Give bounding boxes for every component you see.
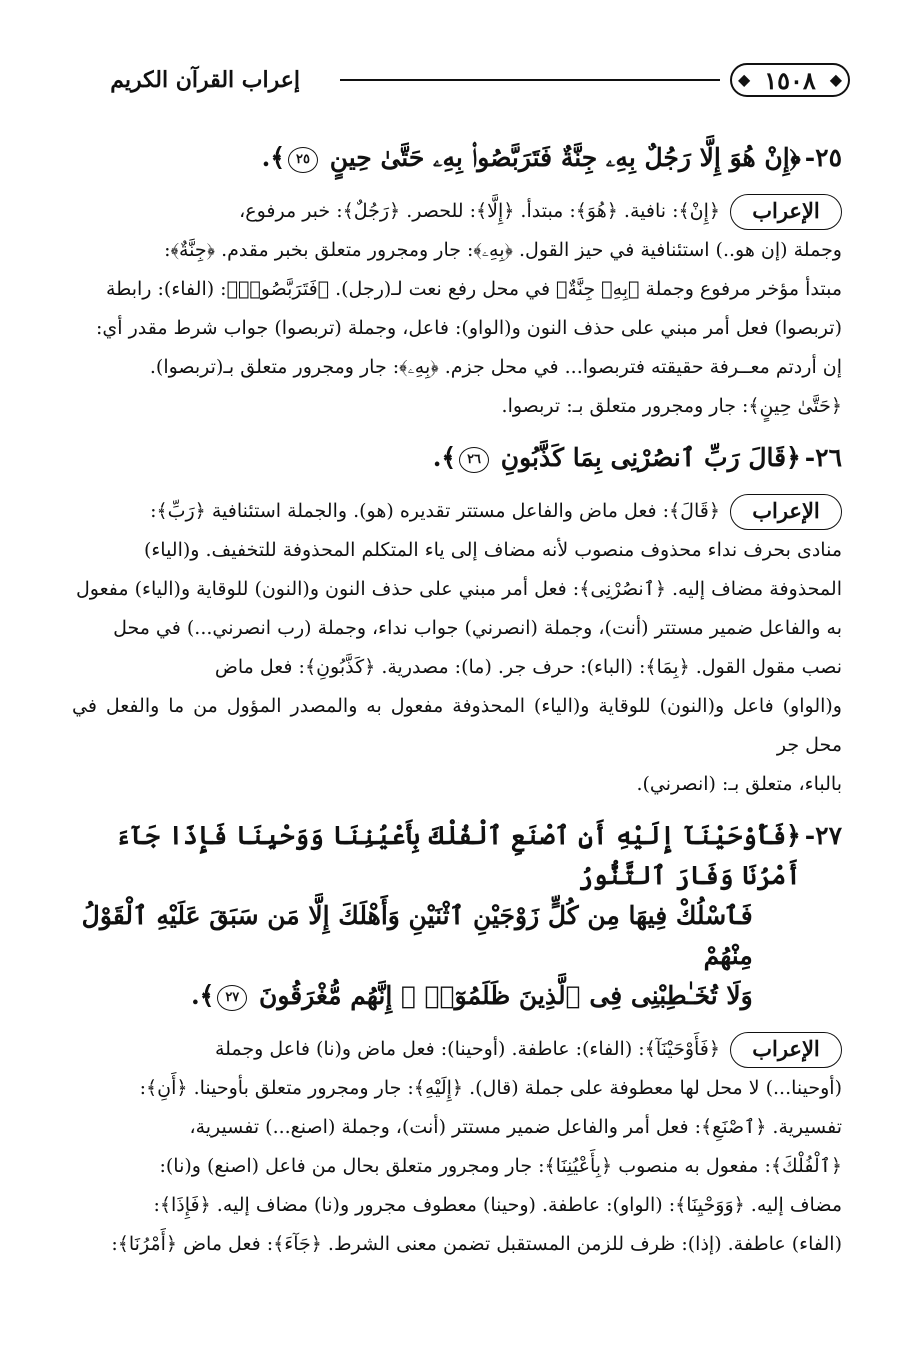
- irab-label: الإعراب: [730, 494, 842, 530]
- irab-line: تفسيرية. ﴿ٱصْنَعِ﴾: فعل أمر والفاعل ضمير مستتر (أنت)، وجملة (اصنع...) تفسيرية،: [189, 1116, 842, 1138]
- irab-line: ﴿فَأَوْحَيْنَآ﴾: (الفاء): عاطفة. (أوحينا): فعل ماض و(نا) فاعل وجملة: [214, 1038, 720, 1060]
- irab-line: و(الواو) فاعل و(النون) للوقاية و(الياء) المحذوفة مفعول به والمصدر المؤول من ما والفعل في محل جر: [72, 695, 842, 756]
- book-title: إعراب القرآن الكريم: [110, 67, 300, 93]
- irab-block-27: [72, 1030, 842, 1264]
- irab-line: (أوحينا...) لا محل لها معطوفة على جملة (قال). ﴿إِلَيْهِ﴾: جار ومجرور متعلق بأوحينا. ﴿أَنِ﴾:: [139, 1077, 842, 1099]
- page-header: [60, 58, 850, 102]
- verse-27: [72, 816, 842, 1016]
- verse-line: ﴿قَالَ رَبِّ ٱنصُرْنِى بِمَا كَذَّبُونِ ٢٦﴾.: [432, 443, 801, 472]
- verse-text: [72, 138, 801, 178]
- irab-line: نصب مقول القول. ﴿بِمَا﴾: (الباء): حرف جر. (ما): مصدرية. ﴿كَذَّبُونِ﴾: فعل ماض: [214, 656, 842, 678]
- ayah-number-mark: ٢٥: [288, 147, 318, 173]
- verse-25: [72, 138, 842, 178]
- page-content: [72, 130, 842, 1276]
- verse-line: وَلَا تُخَـٰطِبْنِى فِى ٱلَّذِينَ ظَلَمُوٓا۟ ۖ إِنَّهُم مُّغْرَقُونَ ٢٧﴾.: [190, 981, 753, 1010]
- verse-text: [72, 816, 801, 1016]
- ayah-number-mark: ٢٦: [459, 447, 489, 473]
- irab-line: ﴿ٱلْفُلْكَ﴾: مفعول به منصوب ﴿بِأَعْيُنِنَا﴾: جار ومجرور متعلق بحال من فاعل (اصنع) و(نا):: [159, 1155, 842, 1177]
- irab-block-25: [72, 192, 842, 426]
- irab-line: إن أردتم معــرفة حقيقته فتربصوا... في محل جزم. ﴿بِهِۦ﴾: جار ومجرور متعلق بـ(تربصوا).: [149, 356, 842, 378]
- irab-line: بالباء، متعلق بـ: (انصرني).: [636, 773, 842, 795]
- irab-line: به والفاعل ضمير مستتر (أنت)، وجملة (انصرني) جواب نداء، وجملة (رب انصرني...) في محل: [113, 617, 842, 639]
- irab-line: (الفاء) عاطفة. (إذا): ظرف للزمن المستقبل تضمن معنى الشرط. ﴿جَآءَ﴾: فعل ماض ﴿أَمْرُنَا﴾:: [111, 1233, 842, 1255]
- irab-line: منادى بحرف نداء محذوف منصوب لأنه مضاف إلى ياء المتكلم المحذوفة للتخفيف. و(الياء): [143, 539, 842, 561]
- verse-text: [72, 438, 801, 478]
- irab-line: ﴿إِنْ﴾: نافية. ﴿هُوَ﴾: مبتدأ. ﴿إِلَّا﴾: للحصر. ﴿رَجُلٌ﴾: خبر مرفوع،: [239, 200, 720, 222]
- verse-number: ٢٦-: [804, 443, 842, 472]
- irab-line: مبتدأ مؤخر مرفوع وجملة ﴿بِهِۦ جِنَّةٌ﴾ في محل رفع نعت لـ(رجل). ﴿فَتَرَبَّصُوا۟﴾: (الفاء): رابطة: [105, 278, 842, 300]
- verse-number: ٢٥-: [804, 143, 842, 172]
- verse-line: فَٱسْلُكْ فِيهَا مِن كُلٍّ زَوْجَيْنِ ٱثْنَيْنِ وَأَهْلَكَ إِلَّا مَن سَبَقَ عَلَيْهِ ٱلْقَوْلُ مِنْهُمْ: [81, 901, 753, 970]
- irab-line: المحذوفة مضاف إليه. ﴿ٱنصُرْنِى﴾: فعل أمر مبني على حذف النون و(النون) للوقاية و(الياء) مفعول: [75, 578, 842, 600]
- ayah-number-mark: ٢٧: [217, 985, 247, 1011]
- irab-line: مضاف إليه. ﴿وَوَحْيِنَا﴾: (الواو): عاطفة. (وحينا) معطوف مجرور و(نا) مضاف إليه. ﴿فَإِذَا﴾:: [153, 1194, 842, 1216]
- verse-number: ٢٧-: [804, 821, 842, 850]
- irab-line: ﴿قَالَ﴾: فعل ماض والفاعل مستتر تقديره (هو). والجملة استئنافية ﴿رَبِّ﴾:: [150, 500, 720, 522]
- page-number: ◆ ١٥٠٨ ◆: [730, 63, 850, 97]
- irab-block-26: [72, 492, 842, 804]
- verse-line: ﴿فَأَوْحَيْنَآ إِلَيْهِ أَنِ ٱصْنَعِ ٱلْفُلْكَ بِأَعْيُنِنَا وَوَحْيِنَا فَإِذَا جَآءَ أَمْرُنَا وَفَارَ ٱلتَّنُّورُ: [115, 821, 801, 890]
- irab-line: ﴿حَتَّىٰ حِينٍ﴾: جار ومجرور متعلق بـ: تربصوا.: [501, 395, 842, 417]
- irab-label: الإعراب: [730, 194, 842, 230]
- verse-line: ﴿إِنْ هُوَ إِلَّا رَجُلٌ بِهِۦ جِنَّةٌ فَتَرَبَّصُوا۟ بِهِۦ حَتَّىٰ حِينٍ ٢٥﴾.: [261, 143, 801, 172]
- irab-line: وجملة (إن هو..) استئنافية في حيز القول. ﴿بِهِۦ﴾: جار ومجرور متعلق بخبر مقدم. ﴿جِنَّةٌ﴾:: [164, 239, 842, 261]
- irab-line: (تربصوا) فعل أمر مبني على حذف النون و(الواو): فاعل، وجملة (تربصوا) جواب شرط مقدر أي:: [95, 317, 842, 339]
- verse-26: [72, 438, 842, 478]
- header-rule: [340, 79, 720, 81]
- irab-label: الإعراب: [730, 1032, 842, 1068]
